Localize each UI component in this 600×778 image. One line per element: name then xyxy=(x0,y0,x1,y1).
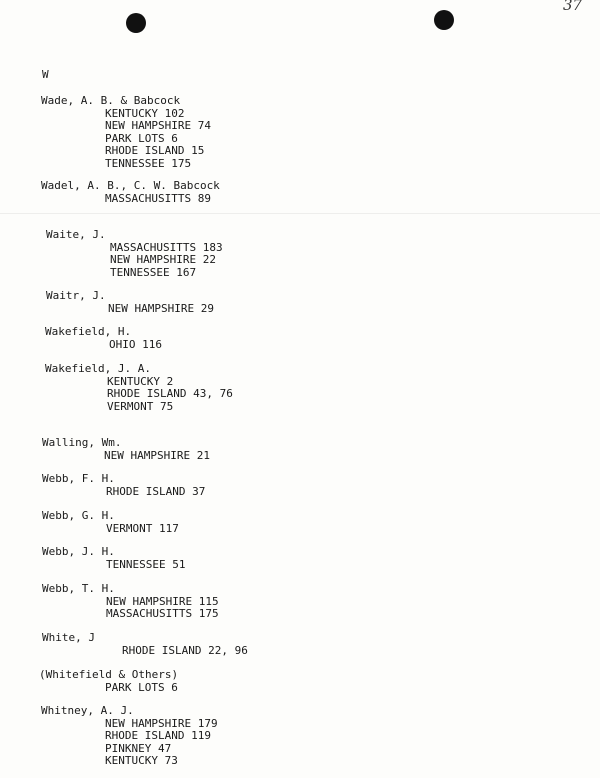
entry-reference: TENNESSEE 175 xyxy=(105,156,192,170)
entry-reference: NEW HAMPSHIRE 115 xyxy=(106,594,219,608)
punch-hole-right xyxy=(434,10,454,30)
entry-reference: RHODE ISLAND 119 xyxy=(105,729,211,743)
page-number: 37 xyxy=(563,0,583,14)
entry-reference: NEW HAMPSHIRE 74 xyxy=(105,119,211,133)
entry-reference: VERMONT 75 xyxy=(107,399,174,413)
entry-reference: TENNESSEE 167 xyxy=(110,265,197,279)
entry-name: Wade, A. B. & Babcock xyxy=(41,94,181,107)
entry-reference: KENTUCKY 102 xyxy=(105,106,185,120)
entry-name: White, J xyxy=(42,631,95,644)
fold-line xyxy=(0,213,600,214)
entry-reference: NEW HAMPSHIRE 179 xyxy=(105,716,218,730)
entry-reference: MASSACHUSITTS 89 xyxy=(105,191,211,205)
entry-name: Wakefield, J. A. xyxy=(45,362,151,375)
entry-name: Webb, G. H. xyxy=(42,509,115,522)
index-entry xyxy=(42,437,210,462)
entry-reference: NEW HAMPSHIRE 22 xyxy=(110,253,216,267)
index-entry xyxy=(41,705,218,768)
index-entry xyxy=(39,669,178,694)
entry-reference: OHIO 116 xyxy=(109,337,162,351)
entry-name: Webb, J. H. xyxy=(42,545,115,558)
entry-name: Wakefield, H. xyxy=(45,325,132,338)
entry-reference: VERMONT 117 xyxy=(106,521,179,535)
entry-name: Waitr, J. xyxy=(46,289,106,302)
punch-hole-left xyxy=(126,13,146,33)
entry-name: Wadel, A. B., C. W. Babcock xyxy=(41,179,220,192)
entry-name: Webb, T. H. xyxy=(42,582,115,595)
entry-reference: KENTUCKY 2 xyxy=(107,374,174,388)
index-entry xyxy=(41,180,220,205)
entry-reference: NEW HAMPSHIRE 21 xyxy=(104,448,210,462)
entry-reference: RHODE ISLAND 15 xyxy=(105,144,205,158)
index-entry xyxy=(45,326,162,351)
index-entry xyxy=(46,290,214,315)
index-entry xyxy=(42,632,248,657)
entry-reference: RHODE ISLAND 43, 76 xyxy=(107,387,233,401)
entry-name: Walling, Wm. xyxy=(42,436,122,449)
entry-name: Webb, F. H. xyxy=(42,472,115,485)
entry-name: Whitney, A. J. xyxy=(41,704,134,717)
index-entry xyxy=(42,583,219,621)
entry-reference: RHODE ISLAND 22, 96 xyxy=(122,643,248,657)
entry-name: Waite, J. xyxy=(46,228,106,241)
entry-reference: MASSACHUSITTS 175 xyxy=(106,607,219,621)
entry-reference: RHODE ISLAND 37 xyxy=(106,484,206,498)
entry-reference: KENTUCKY 73 xyxy=(105,754,178,768)
index-entry xyxy=(41,95,211,171)
entry-name: (Whitefield & Others) xyxy=(39,668,179,681)
entry-reference: PARK LOTS 6 xyxy=(105,680,178,694)
entry-reference: PINKNEY 47 xyxy=(105,741,172,755)
index-entry xyxy=(42,473,205,498)
entry-reference: TENNESSEE 51 xyxy=(106,557,186,571)
index-entry xyxy=(42,510,179,535)
index-entry xyxy=(46,229,223,279)
entry-reference: MASSACHUSITTS 183 xyxy=(110,240,223,254)
index-entry xyxy=(45,363,233,413)
entry-reference: NEW HAMPSHIRE 29 xyxy=(108,301,214,315)
index-entry xyxy=(42,546,185,571)
section-letter: W xyxy=(42,68,49,81)
entry-reference: PARK LOTS 6 xyxy=(105,131,178,145)
